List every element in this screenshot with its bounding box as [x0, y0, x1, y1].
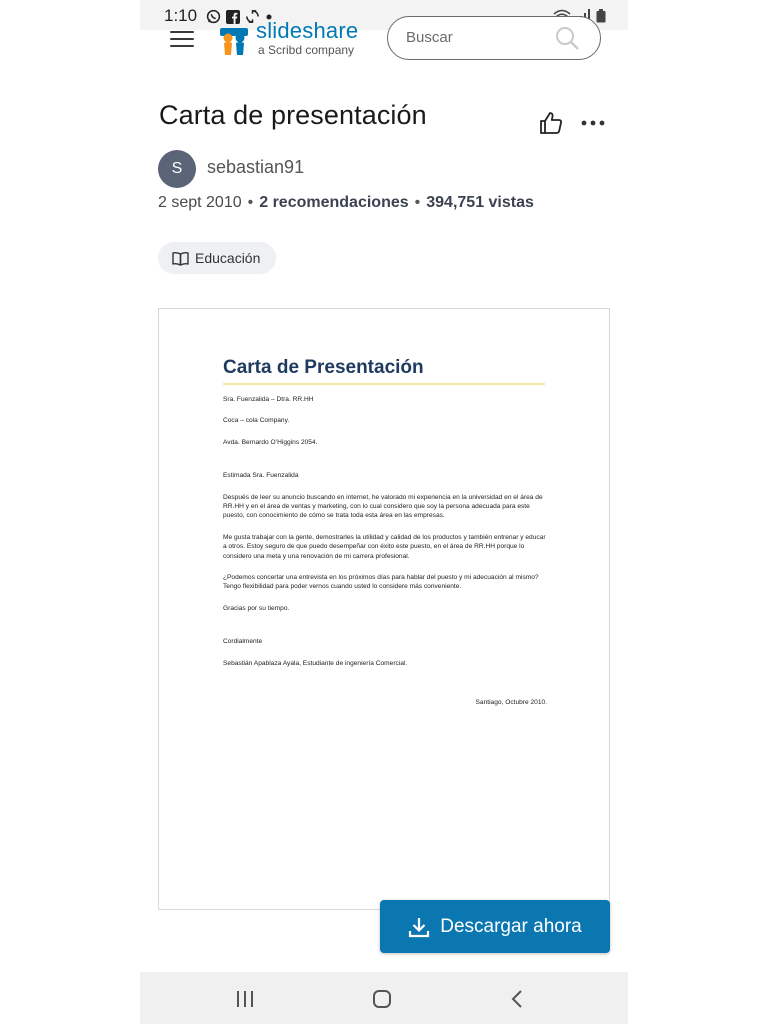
menu-icon-bar [170, 31, 194, 33]
logo-wordmark: slideshare [256, 18, 359, 43]
menu-icon-bar [170, 45, 194, 47]
more-options-icon[interactable] [580, 112, 606, 134]
recommendations-count: 2 recomendaciones [259, 194, 409, 211]
menu-button[interactable] [170, 31, 194, 51]
letter-content [223, 357, 547, 708]
author-name[interactable]: sebastian91 [207, 157, 305, 177]
logo-subtitle: a Scribd company [258, 43, 355, 57]
separator-dot: • [247, 194, 254, 211]
author-avatar[interactable]: S [158, 150, 196, 188]
document-meta [158, 194, 534, 212]
letter-place-date: Santiago, Octubre 2010. [475, 699, 547, 707]
system-nav-bar [140, 972, 628, 1024]
recent-apps-icon[interactable] [236, 991, 254, 1007]
document-title: Carta de presentación [159, 100, 427, 130]
letter-closing: Cordialmente [223, 638, 263, 646]
letter-greeting: Estimada Sra. Fuenzalida [223, 472, 299, 480]
letter-recipient: Sra. Fuenzalida – Dtra. RR.HH [223, 396, 314, 403]
home-icon[interactable] [372, 989, 392, 1009]
letter-thanks: Gracias por su tiempo. [223, 604, 290, 612]
search-box[interactable] [387, 16, 601, 60]
status-time: 1:10 [164, 6, 198, 25]
upload-date: 2 sept 2010 [158, 194, 242, 211]
category-label: Educación [195, 250, 261, 266]
views-count: 394,751 vistas [426, 194, 534, 211]
letter-signature: Sebastián Apablaza Ayala, Estudiante de ingeniería Comercial. [223, 659, 408, 667]
document-preview[interactable] [158, 308, 610, 910]
download-icon [408, 916, 430, 938]
letter-paragraph: Después de leer su anuncio buscando en internet, he valorado mi experiencia en la universidad en el área de RR.HH y en el área de ventas y marketing, con lo cual considero que soy la persona adecuada para este puesto, con conocimiento de cómo se trata toda esta área en las empresas. [223, 493, 543, 520]
book-icon [172, 251, 189, 266]
like-icon[interactable] [538, 110, 564, 136]
letter-title: Carta de Presentación [223, 357, 545, 385]
letter-paragraph: Me gusta trabajar con la gente, demostrarles la utilidad y calidad de los productos y también entrenar y educar a otros. Estoy seguro de que puedo desempeñar con éxito este puesto, en el área de RR.HH porque lo considero una meta y una renovación de mi carrera profesional. [223, 533, 546, 560]
slideshare-logo-icon [218, 24, 250, 56]
battery-icon [596, 9, 606, 23]
app-frame [140, 0, 628, 1024]
search-input[interactable] [406, 29, 546, 46]
download-label: Descargar ahora [440, 915, 582, 937]
letter-company: Coca – cola Company. [223, 417, 290, 425]
category-chip[interactable] [158, 242, 276, 274]
search-icon[interactable] [554, 25, 580, 51]
back-icon[interactable] [510, 989, 524, 1009]
menu-icon-bar [170, 38, 194, 40]
site-header [140, 18, 628, 70]
slideshare-logo[interactable] [218, 16, 368, 60]
letter-address: Avda. Bernardo O’Higgins 2054. [223, 438, 318, 446]
letter-paragraph: ¿Podemos concertar una entrevista en los próximos días para hablar del puesto y mi adecuación al mismo? Tengo flexibilidad para poder vernos cuando usted lo considere más conveniente. [223, 574, 539, 591]
download-button[interactable] [380, 900, 610, 953]
separator-dot: • [414, 194, 421, 211]
